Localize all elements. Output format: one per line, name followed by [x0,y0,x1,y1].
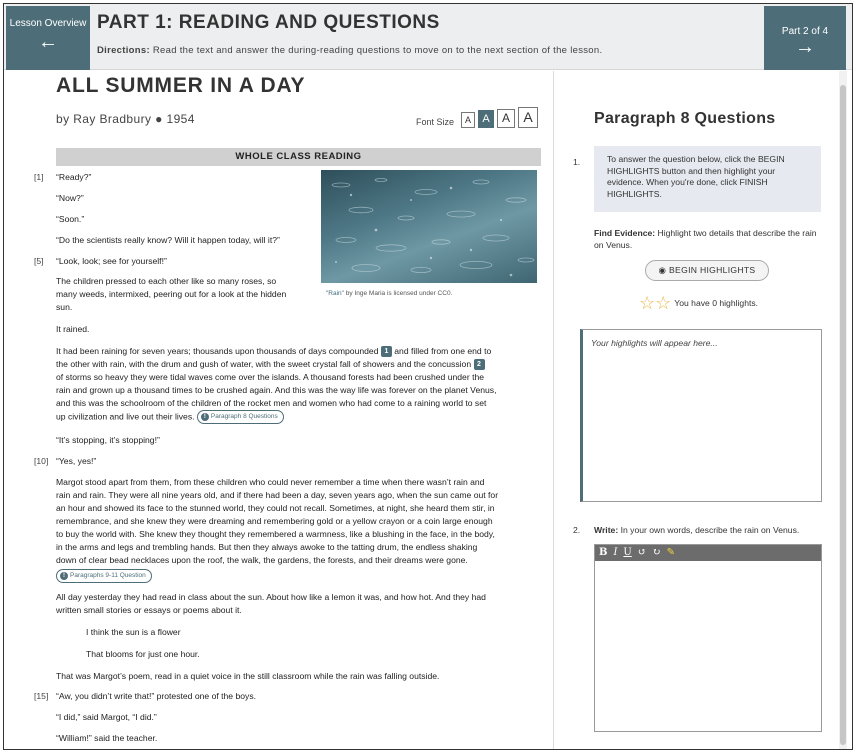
directions-text: Read the text and answer the during-reading questions to move on to the next section of the lesson. [149,45,603,56]
rain-photo [321,170,537,283]
paragraph: “William!” said the teacher. [56,733,158,743]
questions-title: Paragraph 8 Questions [594,110,776,127]
question-2-prompt [594,525,799,535]
reading-panel [4,71,552,750]
begin-highlights-button[interactable] [645,260,769,281]
underline-button[interactable]: U [623,547,632,558]
vocab-marker-2[interactable]: 2 [474,359,485,370]
directions-label: Directions: [97,45,150,56]
paragraph-8-questions-pill[interactable] [197,410,284,424]
lesson-overview-label: Lesson Overview [9,18,87,29]
highlight-count-text: You have 0 highlights. [674,298,759,308]
lesson-overview-button[interactable] [6,6,90,70]
pill-label: Paragraph 8 Questions [210,413,278,420]
star-outline-icon: ☆ [655,293,672,313]
part-indicator-label: Part 2 of 4 [781,26,829,37]
paragraph-line: rain and rain. They were all nine years old, and if there had been a day, seven years ago, when the sun came out for [56,490,499,500]
paragraph-line [56,345,491,358]
poem-line: I think the sun is a flower [86,627,181,637]
paragraph-text: the other with rain, with the drum and gush of water, with the sweet crystal fall of showers and the concussion [56,359,474,369]
font-size-xlarge-button[interactable]: A [518,107,538,128]
paragraph: “Soon.” [56,214,85,224]
paragraph-text: up civilization and live out their lives. [56,411,197,422]
paragraph-text: and filled from one end to [391,346,492,356]
paragraph-line: All day yesterday they had read in class about the sun. About how like a lemon it was, and how hot. And they had [56,592,486,602]
page-title: PART 1: READING AND QUESTIONS [97,12,440,33]
paragraph-line: many weeds, intermixed, peering out for a look at the hidden [56,289,287,299]
story-title: ALL SUMMER IN A DAY [56,74,306,97]
highlighter-icon[interactable]: ✎ [666,547,676,558]
star-outline-icon: ☆ [639,293,656,313]
paragraph: It rained. [56,324,90,334]
paragraph-line: sun. [56,302,73,312]
line-number: [10] [34,456,49,466]
paragraph-line: down of clear bead necklaces upon the roof, the walk, the gardens, the forests, and their dreams were gone. [56,555,468,565]
undo-icon[interactable]: ↺ [637,547,647,558]
font-size-large-button[interactable]: A [497,109,515,128]
find-evidence-prompt [594,227,826,251]
italic-button[interactable]: I [613,547,618,558]
font-size-medium-button[interactable]: A [478,110,494,128]
question-2-text: In your own words, describe the rain on Venus. [618,525,800,535]
paragraph-line: and this was the schoolroom of the children of the rocket men and women who had come to a raining world to set [56,398,487,408]
paragraph: “I did,” said Margot, “I did.” [56,712,157,722]
paragraph-line: of storms so heavy they were tidal waves come over the islands. A thousand forests had been crushed under the [56,372,485,382]
paragraph-line: written small stories or essays or poems about it. [56,605,242,615]
paragraph-line [56,410,284,424]
next-part-button[interactable] [764,6,846,70]
question-2-number: 2. [573,525,581,535]
byline: by Ray Bradbury ● 1954 [56,112,195,126]
lesson-header [4,4,852,70]
font-size-small-button[interactable]: A [461,112,475,128]
poem-line: That blooms for just one hour. [86,649,200,659]
highlights-box [580,329,822,502]
page-frame [3,3,853,750]
paragraph: “Now?” [56,193,84,203]
answer-editor[interactable] [594,544,822,732]
paragraph: “Do the scientists really know? Will it happen today, will it?” [56,235,280,245]
line-number: [5] [34,256,44,266]
record-icon: ◉ [658,265,670,275]
scrollbar-thumb[interactable] [840,85,846,745]
line-number: [15] [34,691,49,701]
paragraph: “It’s stopping, it’s stopping!” [56,435,160,445]
font-size-control [416,107,538,128]
line-number: [1] [34,172,44,182]
paragraph-line: rain and grown up a thousand times to be crushed again. And this was the way life was forever on the planet Venus, [56,385,497,395]
question-1-number: 1. [573,157,581,167]
redo-icon[interactable]: ↻ [652,547,661,558]
bold-button[interactable]: B [599,547,608,558]
section-label: WHOLE CLASS READING [56,148,541,166]
info-icon: ! [201,413,209,421]
info-icon: ! [60,572,68,580]
paragraph-line: an hour and showed its face to the stunned world, they could not recall. Sometimes, at night, she heard them stir, in [56,503,495,513]
paragraph: “Ready?” [56,172,92,182]
pill-label: Paragraphs 9-11 Question [70,572,146,579]
vocab-marker-1[interactable]: 1 [381,346,392,357]
paragraph: “Aw, you didn’t write that!” protested one of the boys. [56,691,256,701]
begin-highlights-label: BEGIN HIGHLIGHTS [669,265,756,275]
paragraph-line: The children pressed to each other like so many roses, so [56,276,277,286]
highlights-placeholder: Your highlights will appear here... [591,338,718,348]
highlight-instructions: To answer the question below, click the BEGIN HIGHLIGHTS button and then highlight your evidence. When you're done, click FINISH HIGHLIGHTS. [594,146,821,212]
font-size-label: Font Size [416,117,455,127]
caption-link[interactable]: "Rain" [326,290,344,297]
paragraph-line: remembrance, and she knew they were dreaming and remembering gold or a yellow crayon or a coin large enough [56,516,493,526]
paragraph: “Yes, yes!” [56,456,97,466]
paragraph-line [56,569,152,583]
paragraph-line: to buy the world with. She knew they thought they remembered a warmness, like a blushing in the face, in the body, [56,529,495,539]
paragraph: “Look, look; see for yourself!” [56,256,167,266]
photo-caption [326,290,452,297]
paragraph-line: Margot stood apart from them, from these children who could never remember a time when there wasn’t rain and [56,477,485,487]
editor-toolbar [595,545,821,561]
page-scrollbar[interactable] [839,71,847,750]
paragraph-text: It had been raining for seven years; thousands upon thousands of days compounded [56,346,381,356]
find-evidence-text: Highlight two details that describe the rain on Venus. [594,228,817,250]
paragraph: That was Margot’s poem, read in a quiet voice in the still classroom while the rain was falling outside. [56,671,440,681]
arrow-left-icon: ← [38,31,58,53]
caption-text: by Inge Maria is licensed under CC0. [343,290,453,297]
write-label: Write: [594,525,619,535]
find-evidence-label: Find Evidence: [594,228,656,238]
directions [97,45,602,56]
paragraph-line [56,358,485,371]
arrow-right-icon: → [795,36,815,58]
paragraph-line: in the arms and legs and trembling hands. But then they always awoke to the tatting drum, the endless shaking [56,542,478,552]
paragraphs-9-11-question-pill[interactable] [56,569,152,583]
highlight-counter [639,293,758,313]
panel-divider [553,71,554,750]
